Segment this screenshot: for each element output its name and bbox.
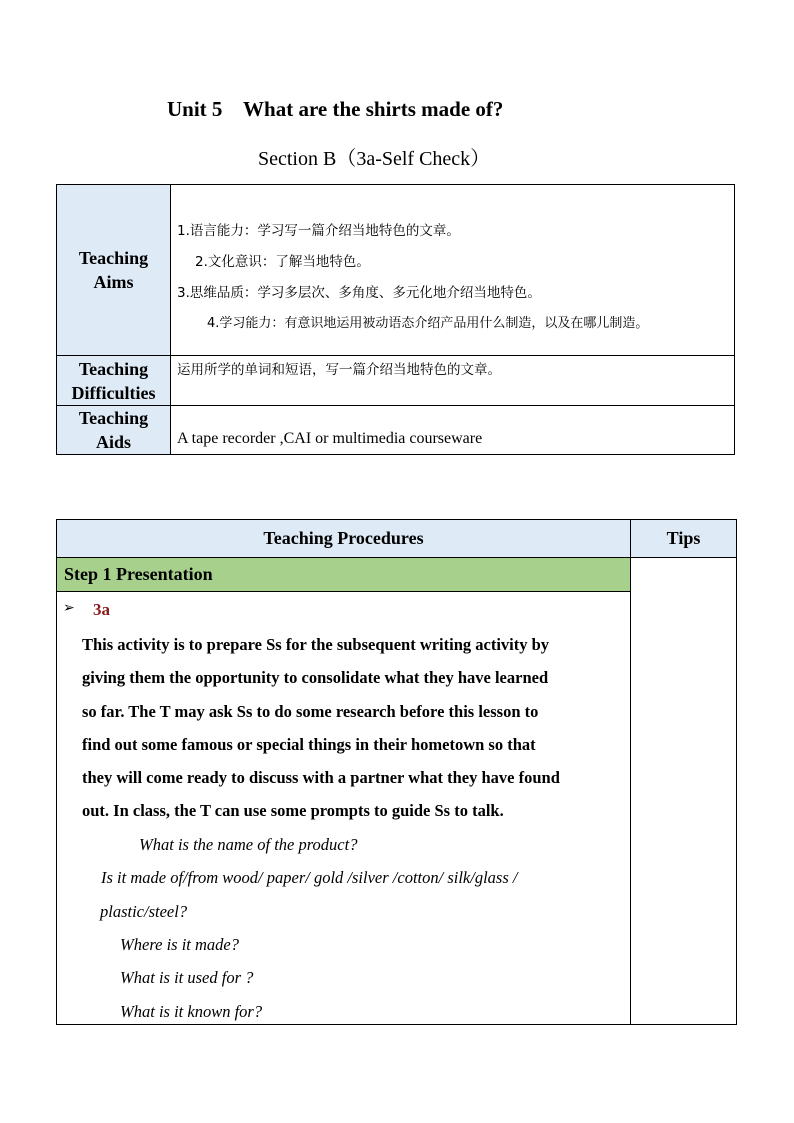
step-title: Step 1 Presentation bbox=[57, 558, 631, 592]
procedures-header-row bbox=[57, 520, 737, 558]
section-label: 3a bbox=[93, 600, 110, 619]
difficulties-row bbox=[57, 356, 735, 406]
prompt-line: Where is it made? bbox=[120, 935, 239, 954]
step-body bbox=[57, 592, 631, 1025]
paragraph-line: find out some famous or special things in their hometown so that bbox=[82, 735, 536, 754]
teaching-info-table bbox=[56, 184, 735, 455]
aims-row bbox=[57, 185, 735, 356]
prompt-line: What is the name of the product? bbox=[139, 835, 358, 854]
aim-item: 2.文化意识：了解当地特色。 bbox=[195, 254, 370, 270]
difficulties-label: Teaching Difficulties bbox=[57, 356, 171, 406]
step-row bbox=[57, 558, 737, 592]
prompt-line: plastic/steel? bbox=[100, 902, 188, 921]
aids-label: Teaching Aids bbox=[57, 406, 171, 455]
aims-label: Teaching Aims bbox=[57, 185, 171, 356]
aim-item: 4.学习能力：有意识地运用被动语态介绍产品用什么制造，以及在哪儿制造。 bbox=[207, 316, 649, 331]
aids-row bbox=[57, 406, 735, 455]
aim-item: 3.思维品质：学习多层次、多角度、多元化地介绍当地特色。 bbox=[177, 285, 541, 301]
bullet-arrow-icon: ➢ bbox=[63, 600, 75, 616]
aims-content bbox=[171, 185, 735, 356]
prompt-line: Is it made of/from wood/ paper/ gold /silver /cotton/ silk/glass / bbox=[101, 868, 518, 887]
procedures-column-header: Teaching Procedures bbox=[57, 520, 631, 558]
paragraph-line: This activity is to prepare Ss for the subsequent writing activity by bbox=[82, 635, 550, 654]
paragraph-line: so far. The T may ask Ss to do some research before this lesson to bbox=[82, 702, 539, 721]
aids-content: A tape recorder ,CAI or multimedia courseware bbox=[171, 406, 735, 455]
paragraph-line: they will come ready to discuss with a partner what they have found bbox=[82, 768, 560, 787]
prompt-line: What is it known for? bbox=[120, 1002, 263, 1021]
document-title: Unit 5 What are the shirts made of? bbox=[167, 97, 504, 121]
paragraph-line: giving them the opportunity to consolidate what they have learned bbox=[82, 668, 549, 687]
difficulties-content: 运用所学的单词和短语，写一篇介绍当地特色的文章。 bbox=[171, 356, 735, 406]
procedures-table bbox=[56, 519, 737, 1025]
paragraph-line: out. In class, the T can use some prompts to guide Ss to talk. bbox=[82, 801, 504, 820]
section-subtitle: Section B（3a-Self Check） bbox=[258, 148, 491, 170]
tips-cell bbox=[631, 558, 737, 1025]
tips-column-header: Tips bbox=[631, 520, 737, 558]
prompt-line: What is it used for ? bbox=[120, 968, 254, 987]
aim-item: 1.语言能力：学习写一篇介绍当地特色的文章。 bbox=[177, 223, 460, 239]
